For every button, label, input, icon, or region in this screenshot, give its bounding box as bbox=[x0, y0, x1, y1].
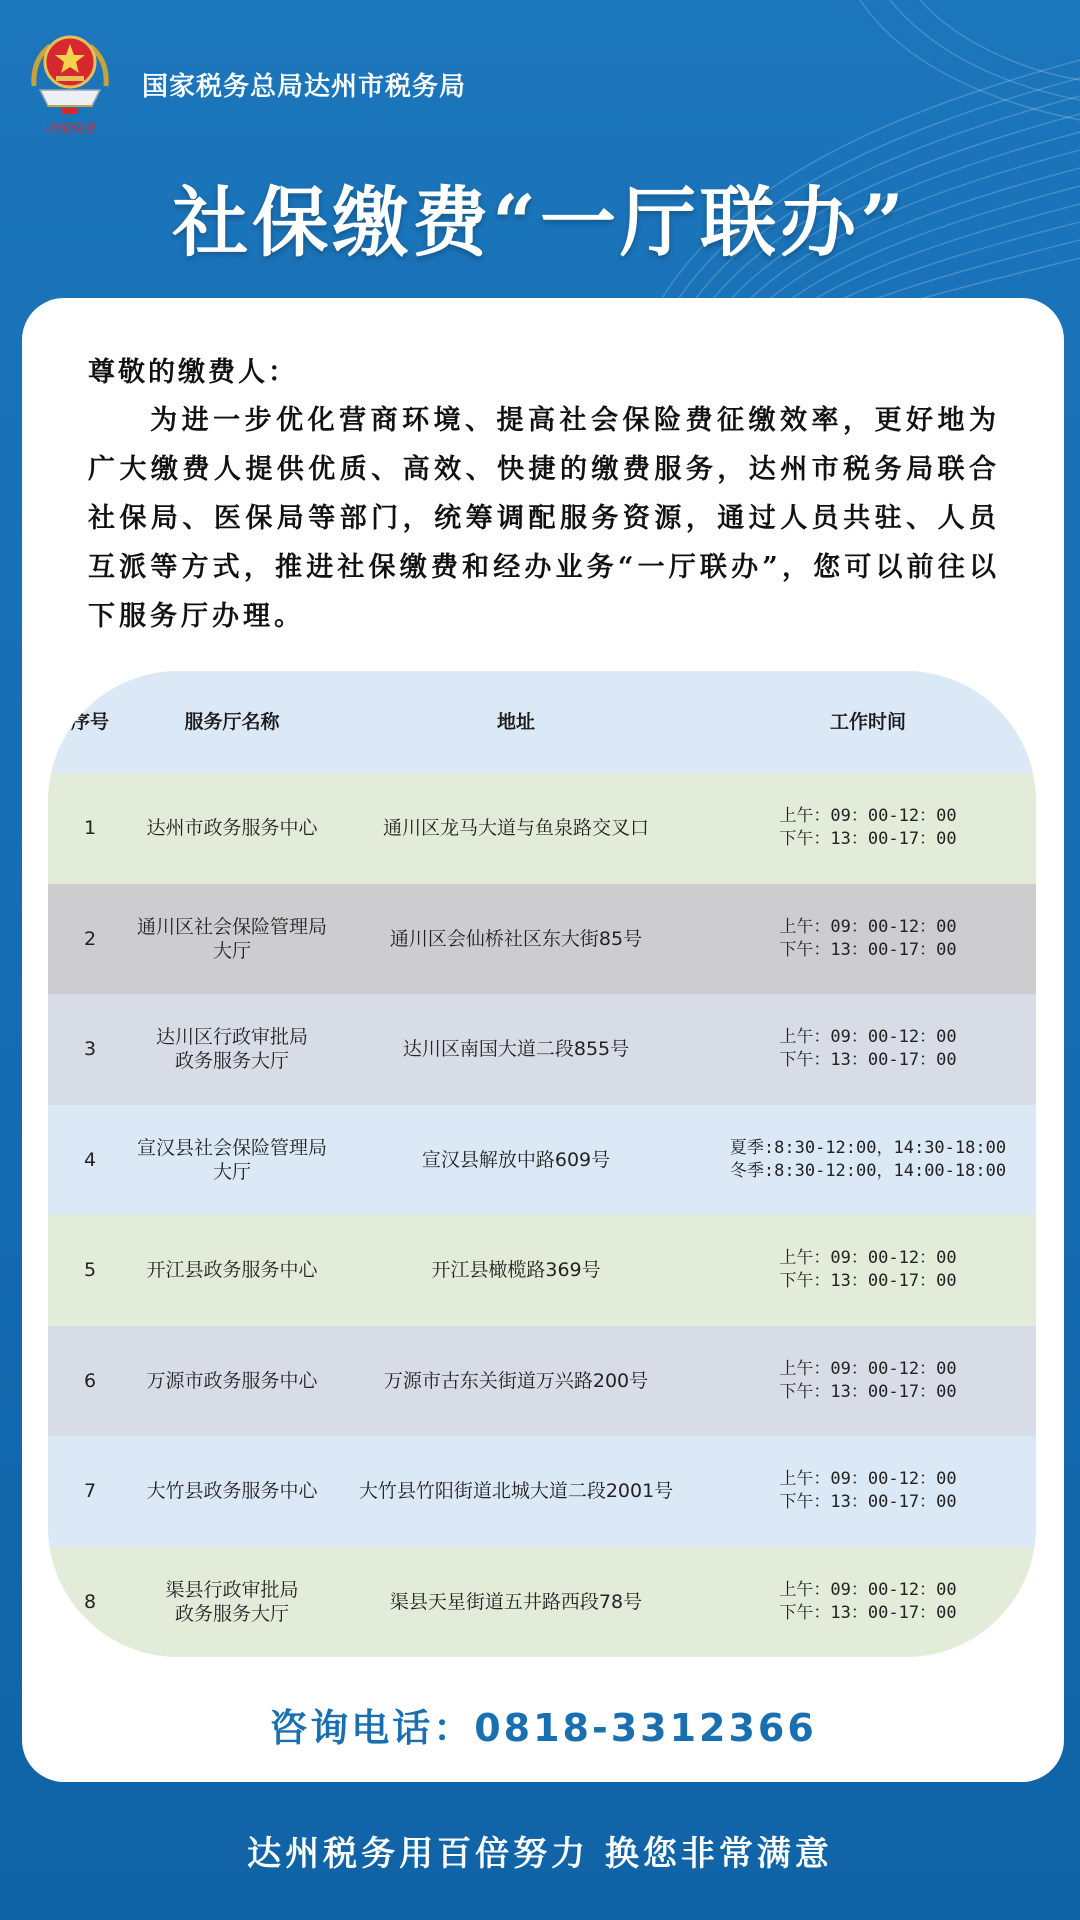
row-name: 渠县行政审批局 政务服务大厅 bbox=[165, 1578, 299, 1625]
table-row bbox=[48, 1215, 1036, 1326]
hours-line-2: 下午：13：00-17：00 bbox=[779, 1050, 957, 1071]
row-name: 开江县政务服务中心 bbox=[146, 1259, 318, 1282]
hours-line-1: 上午：09：00-12：00 bbox=[779, 916, 957, 937]
hours-line-1: 上午：09：00-12：00 bbox=[779, 1358, 957, 1379]
consult-phone[interactable]: 咨询电话：0818-3312366 bbox=[269, 1706, 817, 1750]
hours-line-1: 上午：09：00-12：00 bbox=[779, 1579, 957, 1600]
table-row bbox=[48, 1436, 1036, 1547]
hours-line-2: 下午：13：00-17：00 bbox=[779, 1381, 957, 1402]
table-row bbox=[48, 994, 1036, 1105]
header-address: 地址 bbox=[496, 711, 535, 733]
row-address: 大竹县竹阳街道北城大道二段2001号 bbox=[358, 1480, 674, 1503]
row-hours bbox=[700, 1468, 1036, 1514]
row-name: 万源市政务服务中心 bbox=[146, 1369, 318, 1392]
hours-line-1: 上午：09：00-12：00 bbox=[779, 1027, 957, 1048]
table-row bbox=[48, 1326, 1036, 1437]
row-no: 6 bbox=[83, 1369, 97, 1392]
row-hours bbox=[700, 805, 1036, 851]
row-name: 达川区行政审批局 政务服务大厅 bbox=[155, 1026, 308, 1073]
hours-line-2: 下午：13：00-17：00 bbox=[779, 1602, 957, 1623]
row-no: 8 bbox=[83, 1590, 97, 1613]
row-name: 大竹县政务服务中心 bbox=[146, 1480, 318, 1503]
footer-slogan: 达州税务用百倍努力 换您非常满意 bbox=[247, 1834, 833, 1874]
hours-line-2: 下午：13：00-17：00 bbox=[779, 1271, 957, 1292]
row-no: 2 bbox=[83, 927, 97, 950]
emblem-caption: 中国税务 bbox=[43, 122, 97, 137]
header-no: 序号 bbox=[70, 711, 109, 733]
intro-paragraph: 为进一步优化营商环境、提高社会保险费征缴效率，更好地为广大缴费人提供优质、高效、快捷的缴费服务，达州市税务局联合社保局、医保局等部门，统筹调配服务资源，通过人员共驻、人员互派等方式，推进社保缴费和经办业务“一厅联办”，您可以前往以下服务厅办理。 bbox=[88, 405, 1000, 632]
row-no: 1 bbox=[83, 817, 97, 840]
hours-line-1: 夏季:8:30-12:00，14:30-18:00 bbox=[729, 1137, 1007, 1158]
row-name: 通川区社会保险管理局大厅 bbox=[136, 915, 327, 962]
row-no: 5 bbox=[83, 1259, 97, 1282]
row-name: 宣汉县社会保险管理局大厅 bbox=[136, 1136, 327, 1183]
hours-line-2: 下午：13：00-17：00 bbox=[779, 1492, 957, 1513]
header-hours: 工作时间 bbox=[829, 710, 906, 733]
hours-line-1: 上午：09：00-12：00 bbox=[779, 1248, 957, 1269]
row-address: 通川区会仙桥社区东大街85号 bbox=[389, 927, 643, 950]
tax-emblem-logo bbox=[22, 20, 118, 140]
row-name: 达州市政务服务中心 bbox=[146, 817, 318, 840]
table-row bbox=[48, 773, 1036, 884]
table-row bbox=[48, 884, 1036, 995]
header-name: 服务厅名称 bbox=[184, 711, 280, 733]
row-address: 达川区南国大道二段855号 bbox=[402, 1038, 630, 1061]
row-hours bbox=[700, 1358, 1036, 1404]
row-no: 4 bbox=[83, 1148, 97, 1171]
row-hours bbox=[700, 1026, 1036, 1072]
greeting: 尊敬的缴费人： bbox=[88, 357, 298, 388]
table-row bbox=[48, 1547, 1036, 1658]
row-hours bbox=[700, 916, 1036, 962]
hours-line-2: 下午：13：00-17：00 bbox=[779, 829, 957, 850]
service-hall-table bbox=[48, 671, 1036, 1657]
row-no: 3 bbox=[83, 1038, 97, 1061]
row-address: 渠县天星街道五井路西段78号 bbox=[389, 1590, 643, 1613]
row-address: 通川区龙马大道与鱼泉路交叉口 bbox=[382, 817, 649, 840]
hours-line-1: 上午：09：00-12：00 bbox=[779, 1469, 957, 1490]
bureau-name: 国家税务总局达州市税务局 bbox=[142, 72, 467, 102]
table-row bbox=[48, 1105, 1036, 1216]
table-header-row bbox=[48, 671, 1036, 773]
row-address: 万源市古东关街道万兴路200号 bbox=[383, 1369, 649, 1392]
row-hours bbox=[700, 1247, 1036, 1293]
row-hours bbox=[700, 1137, 1036, 1183]
row-address: 开江县橄榄路369号 bbox=[431, 1259, 601, 1282]
hours-line-2: 冬季:8:30-12:00，14:00-18:00 bbox=[729, 1160, 1007, 1181]
content-card bbox=[22, 298, 1064, 1782]
row-hours bbox=[700, 1579, 1036, 1625]
hours-line-1: 上午：09：00-12：00 bbox=[779, 806, 957, 827]
row-no: 7 bbox=[83, 1480, 97, 1503]
page-title: 社保缴费“一厅联办” bbox=[172, 178, 908, 267]
row-address: 宣汉县解放中路609号 bbox=[421, 1148, 611, 1171]
hours-line-2: 下午：13：00-17：00 bbox=[779, 939, 957, 960]
